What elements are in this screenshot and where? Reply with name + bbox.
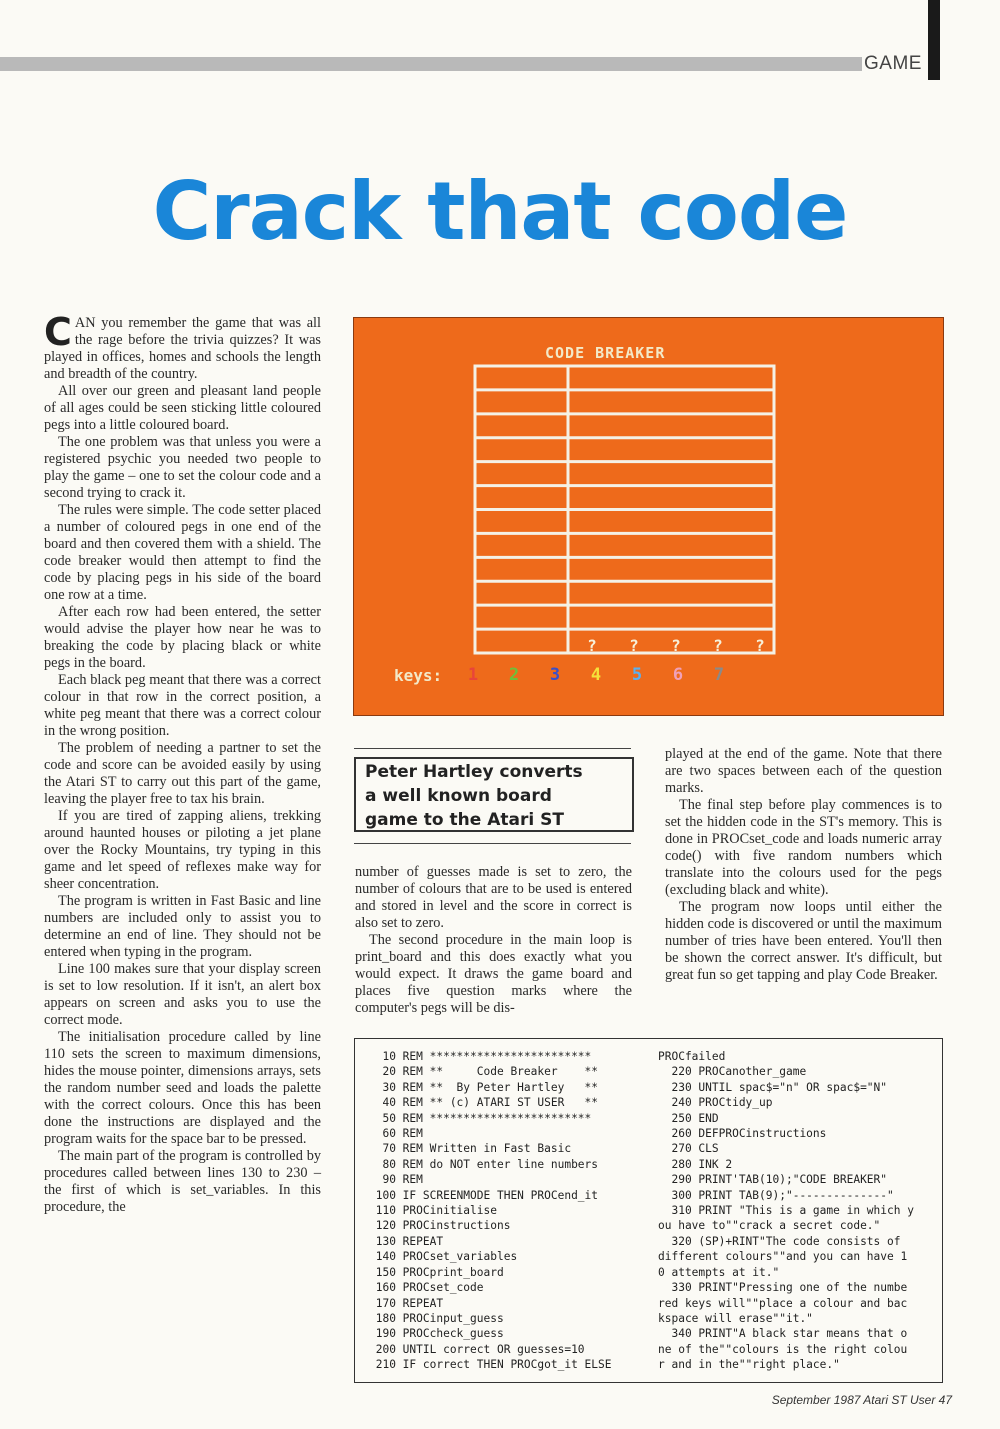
code-line: ou have to""crack a secret code."	[658, 1219, 881, 1233]
body-column-3	[665, 746, 942, 984]
hidden-peg: ?	[629, 636, 639, 655]
code-line: 240 PROCtidy_up	[658, 1096, 773, 1110]
paragraph: The final step before play commences is to set the hidden code in the ST's memory. This is done in PROCset_code and loads numeric array code() with five random numbers which translate into the colours used for the pegs (excluding black and white).	[665, 797, 942, 898]
code-line: 270 CLS	[658, 1142, 719, 1156]
colour-key: 3	[549, 665, 561, 685]
code-line: 330 PRINT"Pressing one of the numbe	[658, 1281, 908, 1295]
code-line: 180 PROCinput_guess	[369, 1311, 504, 1325]
paragraph: The problem of needing a partner to set the code and score can be avoided easily by using the Atari ST to carry out this part of the game, leaving the player free to tax his brain.	[44, 740, 321, 807]
code-line: 280 INK 2	[658, 1157, 733, 1171]
code-line: 0 attempts at it."	[658, 1265, 780, 1279]
listing-right-column	[658, 1049, 914, 1373]
colour-key: 1	[467, 665, 479, 685]
code-line: 320 (SP)+RINT"The code consists of	[658, 1234, 901, 1248]
paragraph: All over our green and pleasant land people of all ages could be seen sticking little coloured pegs into a little coloured board.	[44, 383, 321, 433]
paragraph: If you are tired of zapping aliens, trekking around haunted houses or piloting a jet plane over the Rocky Mountains, try typing in this game and let speed of reflexes make way for sheer concentration.	[44, 808, 321, 892]
code-line: 300 PRINT TAB(9);"--------------"	[658, 1188, 894, 1202]
paragraph: The second procedure in the main loop is print_board and this does exactly what you would expect. It draws the game board and places five question marks where the computer's pegs will be dis-	[355, 932, 632, 1016]
keys-label: keys:	[394, 666, 443, 685]
code-line: kspace will erase""it."	[658, 1311, 813, 1325]
code-line: 310 PRINT "This is a game in which y	[658, 1204, 914, 1218]
code-line: 80 REM do NOT enter line numbers	[369, 1157, 599, 1171]
code-line: 170 REPEAT	[369, 1296, 444, 1310]
code-line: 260 DEFPROCinstructions	[658, 1127, 827, 1141]
code-line: r and in the""right place."	[658, 1358, 840, 1372]
hidden-peg: ?	[713, 636, 723, 655]
code-line: 90 REM	[369, 1173, 423, 1187]
code-line: 140 PROCset_variables	[369, 1250, 518, 1264]
page-edge-marker	[928, 0, 940, 80]
code-line: 130 REPEAT	[369, 1234, 444, 1248]
code-line: 60 REM	[369, 1127, 423, 1141]
body-column-1	[44, 310, 321, 1216]
standfirst-line: Peter Hartley converts	[365, 762, 583, 782]
article-title: Crack that code	[152, 165, 848, 258]
code-breaker-board	[473, 364, 776, 655]
paragraph: CAN you remember the game that was all the rage before the trivia quizzes? It was played in offices, homes and schools the length and breadth of the country.	[44, 310, 321, 382]
code-line: ne of the""colours is the right colou	[658, 1342, 908, 1356]
code-line: 100 IF SCREENMODE THEN PROCend_it	[369, 1188, 599, 1202]
standfirst-rule-bottom	[354, 843, 631, 844]
code-line: PROCfailed	[658, 1050, 726, 1063]
code-line: 210 IF correct THEN PROCgot_it ELSE	[369, 1358, 612, 1372]
listing-left-column	[369, 1049, 611, 1373]
body-column-2	[355, 864, 632, 1017]
code-line: 200 UNTIL correct OR guesses=10	[369, 1342, 585, 1356]
paragraph: The program is written in Fast Basic and line numbers are included only to assist you to determine an end of line. They should not be entered when typing in the program.	[44, 893, 321, 960]
code-line: different colours""and you can have 1	[658, 1250, 908, 1264]
code-line: 50 REM ************************	[369, 1111, 592, 1125]
colour-key: 4	[590, 665, 602, 685]
paragraph: The rules were simple. The code setter placed a number of coloured pegs in one end of the board and then covered them with a shield. The code breaker would then attempt to find the code by placing pegs in his side of the board one row at a time.	[44, 502, 321, 603]
paragraph: played at the end of the game. Note that there are two spaces between each of the question marks.	[665, 746, 942, 796]
paragraph: The program now loops until either the hidden code is discovered or until the maximum number of tries have been entered. You'll then be shown the correct answer. It's difficult, but great fun so get tapping and play Code Breaker.	[665, 899, 942, 983]
code-line: 20 REM ** Code Breaker **	[369, 1065, 599, 1079]
code-line: 110 PROCinitialise	[369, 1204, 497, 1218]
code-line: 70 REM Written in Fast Basic	[369, 1142, 572, 1156]
standfirst-rule-top	[354, 748, 631, 749]
program-listing	[354, 1038, 943, 1383]
standfirst-line: game to the Atari ST	[365, 810, 564, 830]
page-footer: September 1987 Atari ST User 47	[771, 1393, 952, 1407]
code-line: 160 PROCset_code	[369, 1281, 484, 1295]
colour-key: 6	[672, 665, 684, 685]
code-line: 190 PROCcheck_guess	[369, 1327, 504, 1341]
code-line: 230 UNTIL spac$="n" OR spac$="N"	[658, 1080, 888, 1094]
code-line: 290 PRINT'TAB(10);"CODE BREAKER"	[658, 1173, 888, 1187]
hidden-peg: ?	[587, 636, 597, 655]
paragraph: Line 100 makes sure that your display screen is set to low resolution. If it isn't, an alert box appears on screen and asks you to use the correct mode.	[44, 961, 321, 1028]
standfirst	[354, 757, 634, 832]
colour-key: 5	[631, 665, 643, 685]
code-line: 120 PROCinstructions	[369, 1219, 511, 1233]
paragraph: The initialisation procedure called by line 110 sets the screen to maximum dimensions, hides the mouse pointer, dimensions arrays, sets the random number seed and loads the palette with the correct colours. Once this has been done the instructions are displayed and the program waits for the space bar to be pressed.	[44, 1029, 321, 1147]
paragraph: number of guesses made is set to zero, the number of colours that are to be used is entered and stored in level and the score in correct is also set to zero.	[355, 864, 632, 931]
code-line: 220 PROCanother_game	[658, 1065, 807, 1079]
code-line: red keys will""place a colour and bac	[658, 1296, 908, 1310]
code-line: 150 PROCprint_board	[369, 1265, 504, 1279]
colour-key: 2	[508, 665, 520, 685]
colour-key: 7	[713, 665, 725, 685]
code-line: 40 REM ** (c) ATARI ST USER **	[369, 1096, 599, 1110]
paragraph: The one problem was that unless you were a registered psychic you needed two people to play the game – one to set the colour code and a second trying to crack it.	[44, 434, 321, 501]
paragraph: Each black peg meant that there was a correct colour in that row in the correct position, a white peg meant that there was a correct colour in the wrong position.	[44, 672, 321, 739]
section-label: GAME	[862, 52, 930, 76]
code-line: 10 REM ************************	[369, 1050, 592, 1063]
drop-cap: C	[44, 310, 72, 354]
code-line: 250 END	[658, 1111, 719, 1125]
paragraph: The main part of the program is controlled by procedures called between lines 130 to 230 – the first of which is set_variables. In this procedure, the	[44, 1148, 321, 1215]
code-line: 30 REM ** By Peter Hartley **	[369, 1080, 599, 1094]
paragraph: After each row had been entered, the setter would advise the player how near he was to breaking the code by placing black or white pegs in the board.	[44, 604, 321, 671]
screen-title: CODE BREAKER	[545, 344, 666, 362]
hidden-peg: ?	[755, 636, 765, 655]
header-bar	[0, 57, 862, 71]
code-line: 340 PRINT"A black star means that o	[658, 1327, 908, 1341]
standfirst-line: a well known board	[365, 786, 552, 806]
hidden-peg: ?	[671, 636, 681, 655]
